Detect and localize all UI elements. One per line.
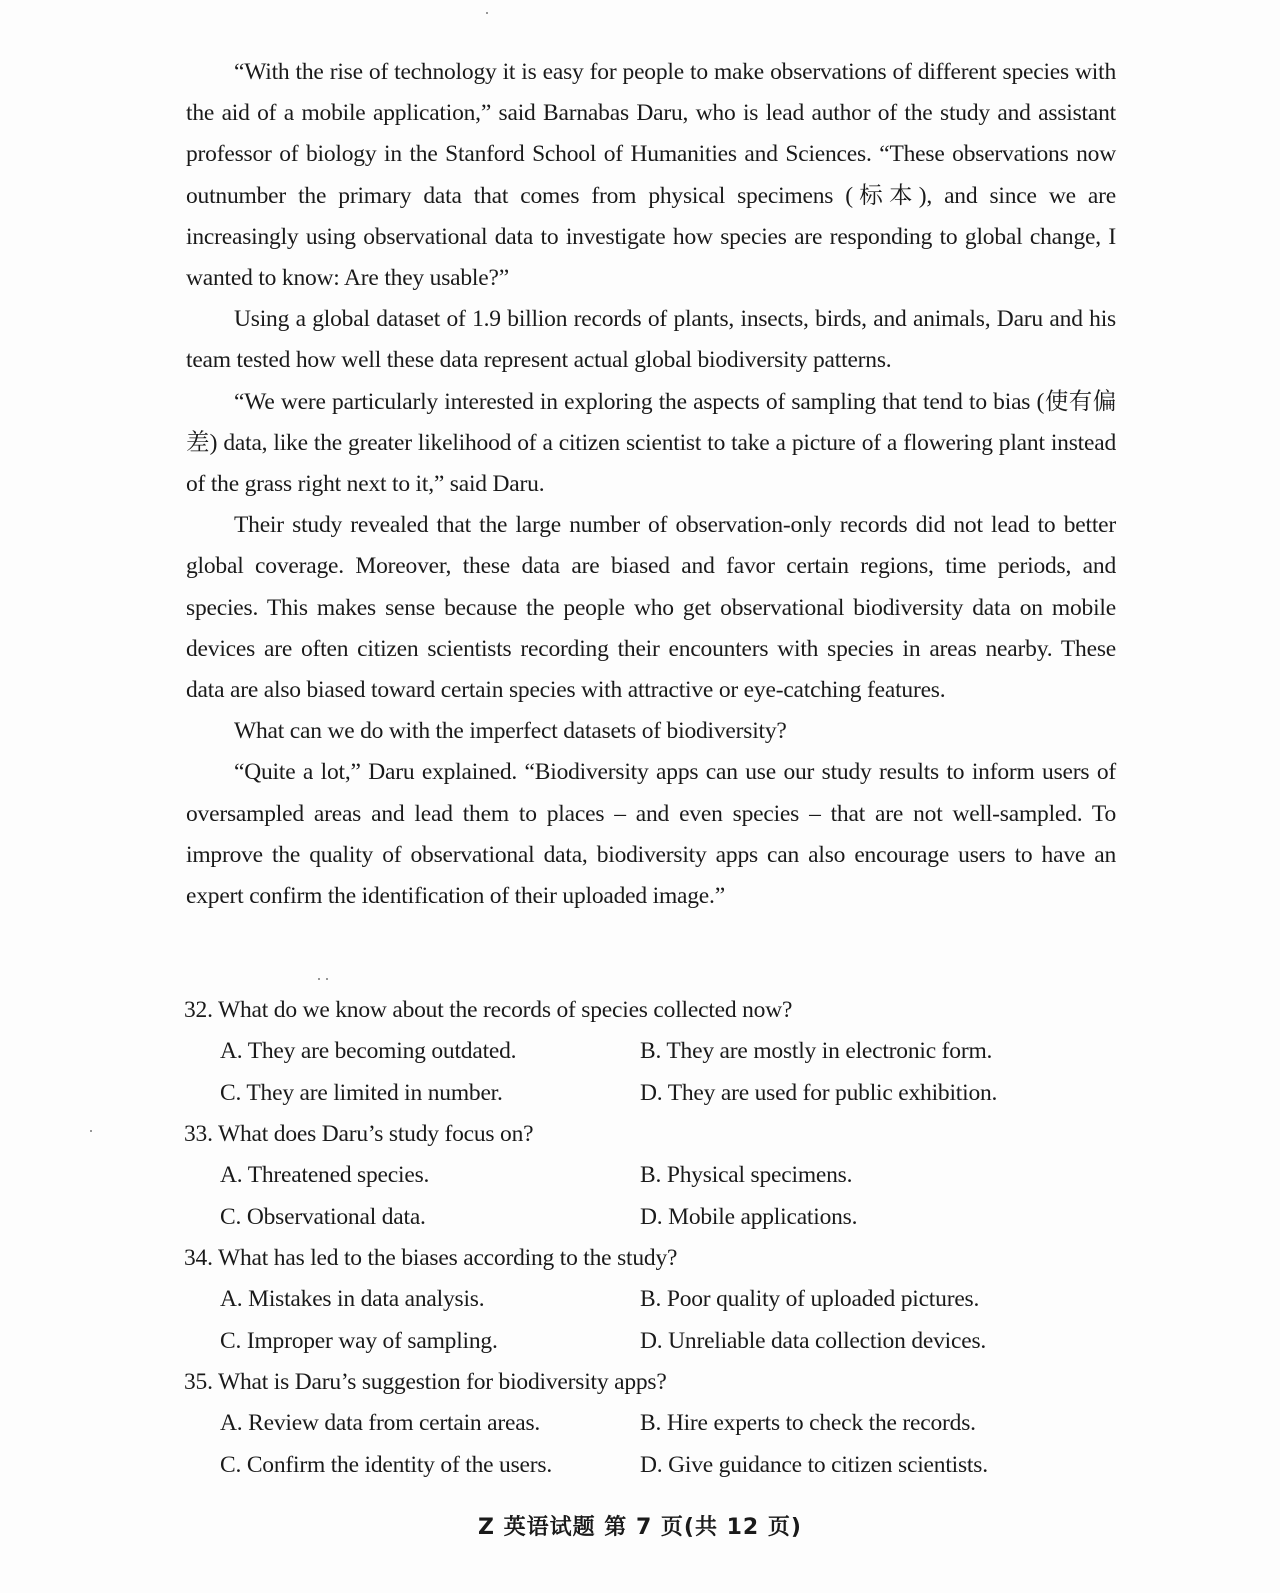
option-d: D. Mobile applications. bbox=[640, 1203, 858, 1230]
question-33 bbox=[184, 1114, 1084, 1238]
option-a: A. Review data from certain areas. bbox=[220, 1410, 541, 1436]
page-footer: Z 英语试题 第 7 页(共 12 页) bbox=[478, 1515, 802, 1540]
passage-paragraph: Using a global dataset of 1.9 billion records of plants, insects, birds, and animals, Daru and his team tested how well these data represent actual global biodiversity patterns. bbox=[186, 306, 1116, 374]
option-a: A. Mistakes in data analysis. bbox=[220, 1286, 485, 1312]
option-b: B. Poor quality of uploaded pictures. bbox=[640, 1286, 980, 1312]
option-row bbox=[184, 1073, 1084, 1115]
option-b: B. Physical specimens. bbox=[640, 1162, 853, 1188]
option-c: C. They are limited in number. bbox=[220, 1079, 503, 1106]
option-row bbox=[184, 1197, 1084, 1239]
passage-paragraph: “Quite a lot,” Daru explained. “Biodiversity apps can use our study results to inform users of oversampled areas and lead them to places – and even species – that are not well-sampled. To improve the quality of observational data, biodiversity apps can also encourage users to have an expert confirm the identification of their uploaded image.” bbox=[186, 759, 1116, 910]
question-stem: 32. What do we know about the records of species collected now? bbox=[184, 997, 793, 1023]
option-row bbox=[184, 1403, 1084, 1445]
scan-speck bbox=[486, 12, 488, 14]
option-row bbox=[184, 1155, 1084, 1197]
scan-speck bbox=[90, 1130, 92, 1132]
question-stem: 33. What does Daru’s study focus on? bbox=[184, 1121, 534, 1147]
passage-paragraph: Their study revealed that the large number of observation-only records did not lead to better global coverage. Moreover, these data are biased and favor certain regions, time periods, and species. This makes sense because the people who get observational biodiversity data on mobile devices are often citizen scientists recording their encounters with species in areas nearby. These data are also biased toward certain species with attractive or eye-catching features. bbox=[186, 512, 1116, 704]
option-row bbox=[184, 1279, 1084, 1321]
option-b: B. Hire experts to check the records. bbox=[640, 1410, 976, 1436]
option-row bbox=[184, 1445, 1084, 1487]
question-35 bbox=[184, 1362, 1084, 1486]
option-d: D. Give guidance to citizen scientists. bbox=[640, 1451, 988, 1478]
scan-speck bbox=[326, 978, 328, 980]
question-stem: 34. What has led to the biases according to the study? bbox=[184, 1245, 678, 1271]
option-row bbox=[184, 1031, 1084, 1073]
option-c: C. Observational data. bbox=[220, 1203, 426, 1230]
option-c: C. Confirm the identity of the users. bbox=[220, 1451, 552, 1478]
reading-passage bbox=[186, 52, 1116, 917]
passage-paragraph: “We were particularly interested in exploring the aspects of sampling that tend to bias (使有偏差) data, like the greater likelihood of a citizen scientist to take a picture of a flowering plant instead of the grass right next to it,” said Daru. bbox=[186, 388, 1116, 498]
question-34 bbox=[184, 1238, 1084, 1362]
option-c: C. Improper way of sampling. bbox=[220, 1327, 498, 1354]
passage-paragraph: What can we do with the imperfect datasets of biodiversity? bbox=[234, 718, 787, 745]
passage-paragraph: “With the rise of technology it is easy for people to make observations of different species with the aid of a mobile application,” said Barnabas Daru, who is lead author of the study and assistant professor of biology in the Stanford School of Humanities and Sciences. “These observations now outnumber the primary data that comes from physical specimens (标本), and since we are increasingly using observational data to investigate how species are responding to global change, I wanted to know: Are they usable?” bbox=[186, 59, 1116, 292]
scan-speck bbox=[318, 978, 320, 980]
option-a: A. Threatened species. bbox=[220, 1162, 430, 1188]
option-a: A. They are becoming outdated. bbox=[220, 1038, 517, 1064]
question-32 bbox=[184, 990, 1084, 1114]
question-list bbox=[184, 990, 1084, 1486]
option-d: D. Unreliable data collection devices. bbox=[640, 1327, 987, 1354]
option-d: D. They are used for public exhibition. bbox=[640, 1079, 998, 1106]
option-b: B. They are mostly in electronic form. bbox=[640, 1038, 993, 1064]
option-row bbox=[184, 1321, 1084, 1363]
question-stem: 35. What is Daru’s suggestion for biodiversity apps? bbox=[184, 1369, 667, 1395]
